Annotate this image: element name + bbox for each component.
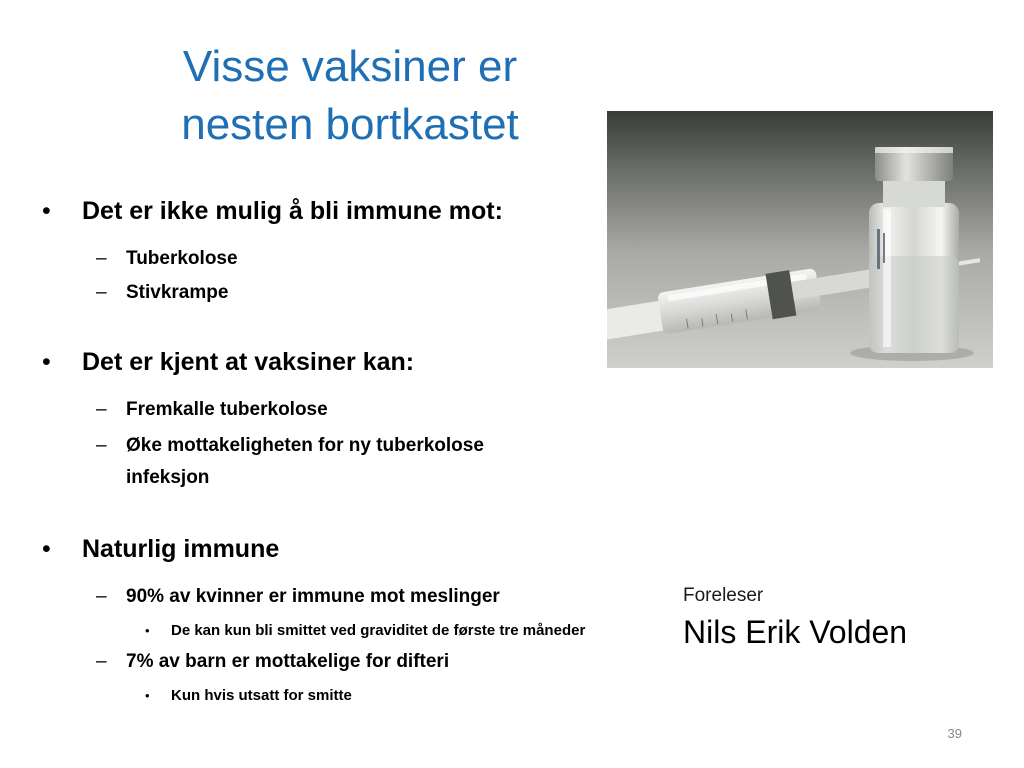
sub-bullet-text: Fremkalle tuberkolose: [126, 399, 328, 420]
sub-sub-bullet: [40, 685, 680, 707]
bullet-heading-text: Det er ikke mulig å bli immune mot:: [82, 197, 503, 225]
sub-bullet: [40, 583, 680, 611]
bullet-icon: •: [42, 348, 51, 376]
sub-bullet: [40, 648, 680, 676]
bullet-heading-text: Naturlig immune: [82, 535, 280, 563]
lecturer-name: Nils Erik Volden: [683, 614, 908, 650]
bullet-icon: •: [42, 197, 51, 225]
sub-bullet-text: Øke mottakeligheten for ny tuberkolose infeksjon: [126, 435, 484, 488]
bullet-icon: •: [42, 535, 51, 563]
sub-bullet: [40, 396, 680, 424]
bullet-heading: [40, 532, 680, 566]
bullet-heading-text: Det er kjent at vaksiner kan:: [82, 348, 415, 376]
sub-bullet: [40, 279, 680, 307]
bullet-list: [40, 194, 680, 707]
page-number: 39: [947, 726, 962, 741]
sub-bullet-text: Tuberkolose: [126, 248, 238, 269]
small-bullet-icon: •: [145, 623, 150, 638]
small-bullet-icon: •: [145, 688, 150, 703]
bullet-heading: [40, 194, 680, 228]
sub-bullet-text: Stivkrampe: [126, 282, 229, 303]
bullet-heading: [40, 345, 680, 379]
sub-bullet-text: 7% av barn er mottakelige for difteri: [126, 651, 450, 672]
lecturer-label: Foreleser: [683, 585, 764, 606]
sub-bullet-text: 90% av kvinner er immune mot meslinger: [126, 586, 500, 607]
sub-sub-bullet-text: Kun hvis utsatt for smitte: [171, 687, 352, 704]
vaccine-vial-syringe-photo: [607, 111, 993, 368]
sub-bullet: [40, 430, 506, 494]
dash-icon: –: [96, 651, 107, 672]
dash-icon: –: [96, 435, 107, 456]
sub-sub-bullet-text: De kan kun bli smittet ved graviditet de første tre måneder: [171, 622, 586, 639]
dash-icon: –: [96, 586, 107, 607]
title-line-1: Visse vaksiner er: [182, 42, 518, 91]
lecturer-block: [683, 584, 907, 652]
dash-icon: –: [96, 399, 107, 420]
slide-title: [100, 38, 600, 154]
sub-bullet: [40, 245, 680, 273]
title-line-2: nesten bortkastet: [181, 100, 519, 149]
dash-icon: –: [96, 248, 107, 269]
dash-icon: –: [96, 282, 107, 303]
sub-sub-bullet: [40, 620, 680, 642]
